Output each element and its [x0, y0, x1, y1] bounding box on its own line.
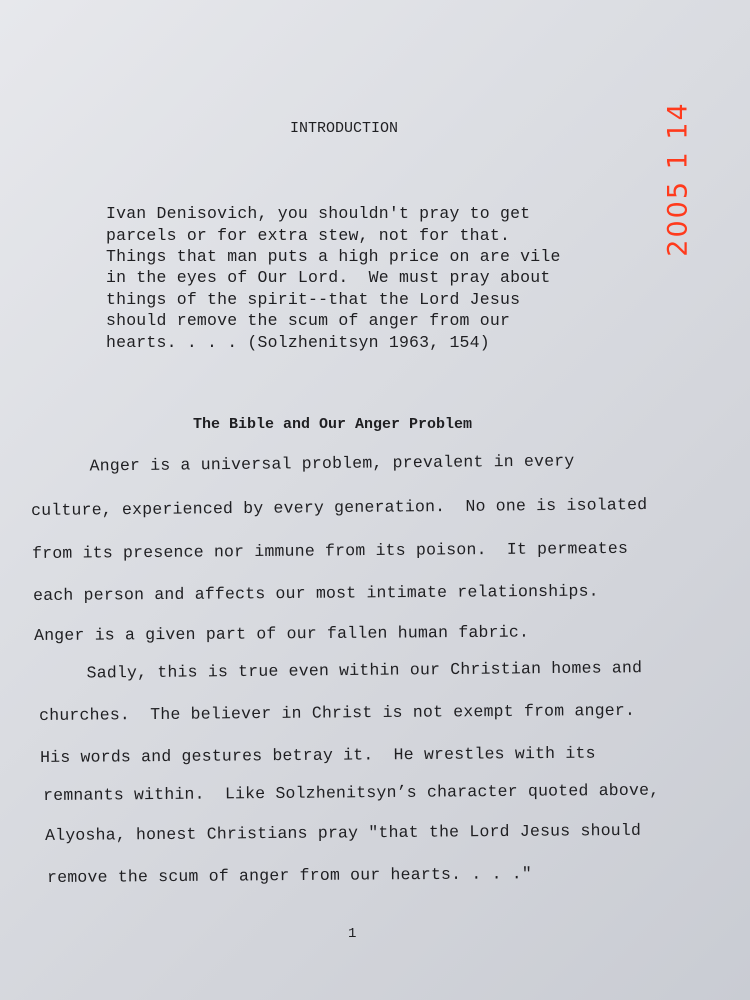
epigraph-line: parcels or for extra stew, not for that.	[106, 226, 511, 245]
page-title: INTRODUCTION	[290, 120, 399, 137]
body-line: remnants within. Like Solzhenitsyn’s character quoted above,	[43, 780, 660, 805]
body-line: Anger is a universal problem, prevalent in every	[39, 451, 575, 476]
body-line: from its presence nor immune from its poison. It permeates	[32, 538, 629, 563]
body-line: Alyosha, honest Christians pray "that the Lord Jesus should	[45, 820, 642, 845]
body-line: churches. The believer in Christ is not exempt from anger.	[39, 700, 636, 725]
epigraph-line: Things that man puts a high price on are vile	[106, 247, 561, 266]
date-stamp	[648, 96, 708, 261]
body-line: Sadly, this is true even within our Christian homes and	[36, 658, 643, 683]
body-line: Anger is a given part of our fallen human fabric.	[34, 622, 530, 645]
section-heading: The Bible and Our Anger Problem	[193, 416, 473, 433]
date-stamp-text: 2005 1 14	[662, 100, 694, 257]
body-line: remove the scum of anger from our hearts. . . ."	[47, 864, 533, 887]
body-line: His words and gestures betray it. He wrestles with its	[40, 743, 596, 767]
body-line: culture, experienced by every generation. No one is isolated	[31, 495, 648, 520]
epigraph-line: Ivan Denisovich, you shouldn't pray to get	[106, 204, 531, 223]
epigraph-line: in the eyes of Our Lord. We must pray about	[106, 268, 551, 287]
page-number: 1	[348, 926, 357, 942]
epigraph-line: should remove the scum of anger from our	[106, 311, 511, 330]
body-line: each person and affects our most intimate relationships.	[33, 581, 599, 605]
epigraph-line: hearts. . . . (Solzhenitsyn 1963, 154)	[106, 333, 490, 352]
epigraph-line: things of the spirit--that the Lord Jesus	[106, 290, 521, 309]
